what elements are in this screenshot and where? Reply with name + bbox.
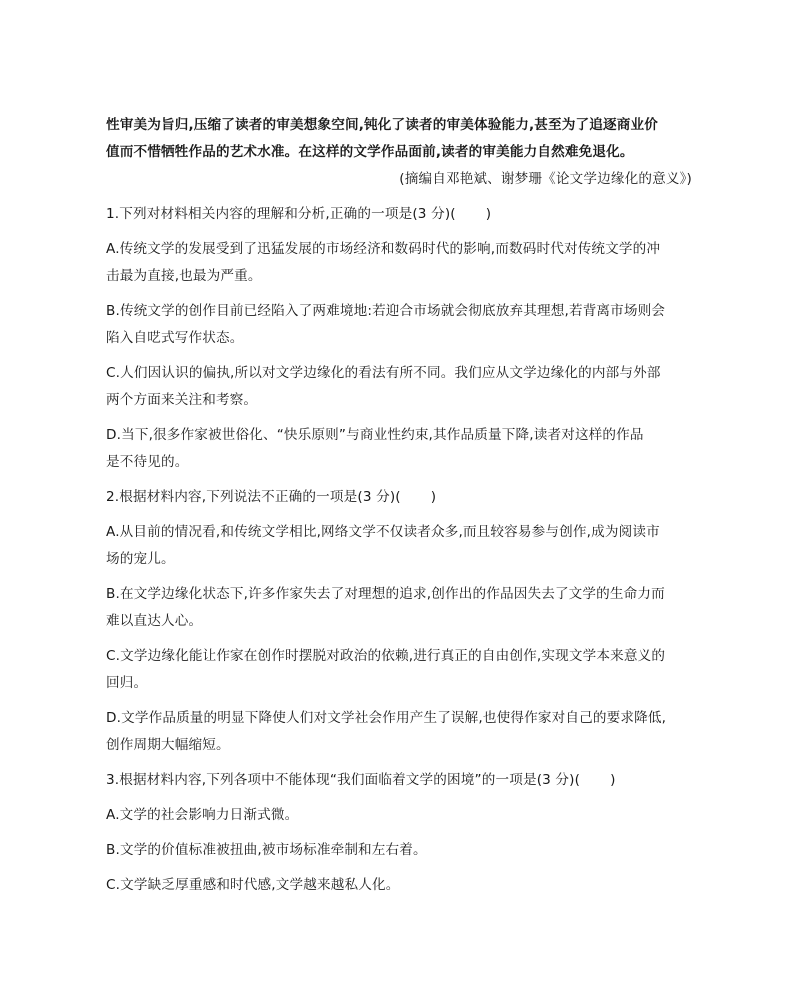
option-line: 击最为直接,也最为严重。 [106,268,262,284]
option-line: D.文学作品质量的明显下降使人们对文学社会作用产生了误解,也使得作家对自己的要求降低, [106,710,667,726]
option-line: 回归。 [106,675,148,691]
stem-close: ) [610,772,616,788]
question-2 [106,484,694,759]
option-line: 陷入自呓式写作状态。 [106,330,244,346]
option-line: 两个方面来关注和考察。 [106,392,258,408]
option-a [106,802,694,829]
stem-text: 3.根据材料内容,下列各项中不能体现“我们面临着文学的困境”的一项是(3 分)( [106,772,581,788]
passage-ending [106,0,694,193]
option-line: 创作周期大幅缩短。 [106,737,230,753]
option-line: A.从目前的情况看,和传统文学相比,网络文学不仅读者众多,而且较容易参与创作,成为阅读市 [106,524,660,540]
passage-source: (摘编自邓艳斌、谢梦珊《论文学边缘化的意义》) [399,171,692,187]
option-line: D.当下,很多作家被世俗化、“快乐原则”与商业性约束,其作品质量下降,读者对这样的作品 [106,427,644,443]
option-c [106,360,694,414]
option-b [106,837,694,864]
option-line: B.文学的价值标准被扭曲,被市场标准牵制和左右着。 [106,842,427,858]
option-line: B.传统文学的创作目前已经陷入了两难境地:若迎合市场就会彻底放弃其理想,若背离市场则会 [106,303,666,319]
option-d [106,422,694,476]
option-c [106,872,694,899]
option-b [106,581,694,635]
option-line: C.文学边缘化能让作家在创作时摆脱对政治的依赖,进行真正的自由创作,实现文学本来意义的 [106,648,666,664]
question-stem [106,484,694,511]
stem-text: 2.根据材料内容,下列说法不正确的一项是(3 分)( [106,489,401,505]
question-stem [106,201,694,228]
passage-line: 值而不惜牺牲作品的艺术水准。在这样的文学作品面前,读者的审美能力自然难免退化。 [106,144,634,160]
option-a [106,236,694,290]
option-b [106,298,694,352]
option-a [106,519,694,573]
option-line: 难以直达人心。 [106,613,203,629]
question-3 [106,767,694,899]
option-line: A.文学的社会影响力日渐式微。 [106,807,299,823]
stem-close: ) [485,206,492,222]
stem-text: 1.下列对材料相关内容的理解和分析,正确的一项是(3 分)( [106,206,456,222]
option-line: 场的宠儿。 [106,551,175,567]
passage-line: 性审美为旨归,压缩了读者的审美想象空间,钝化了读者的审美体验能力,甚至为了追逐商业价 [106,117,658,133]
option-line: A.传统文学的发展受到了迅猛发展的市场经济和数码时代的影响,而数码时代对传统文学的冲 [106,241,661,257]
option-c [106,643,694,697]
question-stem [106,767,694,794]
option-line: 是不待见的。 [106,454,189,470]
question-1 [106,201,694,476]
option-d [106,705,694,759]
option-line: C.文学缺乏厚重感和时代感,文学越来越私人化。 [106,877,400,893]
option-line: C.人们因认识的偏执,所以对文学边缘化的看法有所不同。我们应从文学边缘化的内部与外部 [106,365,661,381]
stem-close: ) [430,489,437,505]
option-line: B.在文学边缘化状态下,许多作家失去了对理想的追求,创作出的作品因失去了文学的生命力而 [106,586,665,602]
